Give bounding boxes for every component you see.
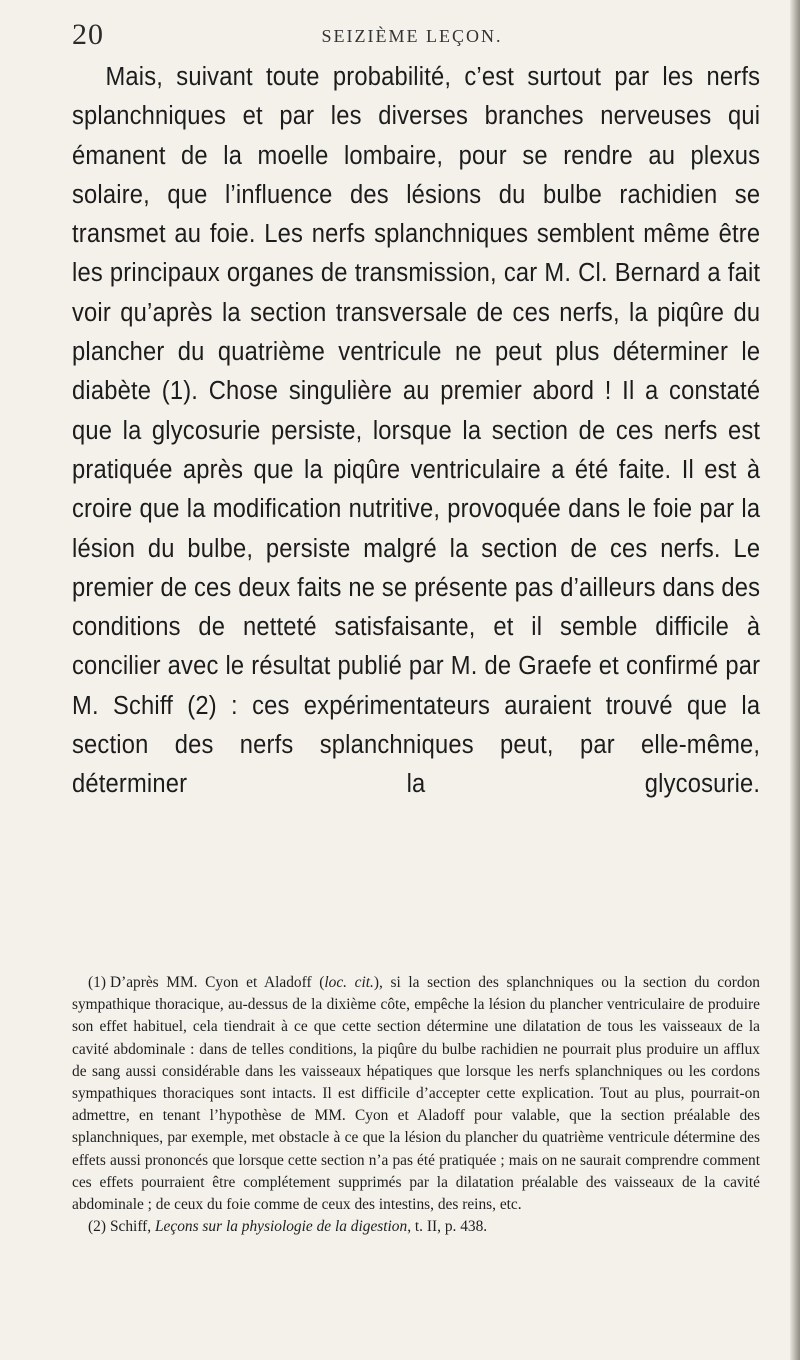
page-edge-shadow — [790, 0, 800, 1360]
running-head: SEIZIÈME LEÇON. — [321, 26, 503, 46]
footnote-number: (1) — [88, 974, 106, 991]
footnote-text: , t. II, p. 438. — [407, 1218, 488, 1236]
footnote-citation: Leçons sur la physiologie de la digestion — [154, 1218, 408, 1236]
body-paragraph: Mais, suivant toute probabilité, c’est surtout par les nerfs splanchniques et par les diverses branches nerveuses qui émanent de la moelle lombaire, pour se rendre au plexus solaire, que l’influence des lésions du bulbe rachidien se transmet au foie. Les nerfs splanchniques semblent même être les principaux organes de transmission, car M. Cl. Bernard a fait voir qu’après la section transversale de ces nerfs, la piqûre du plancher du quatrième ventricule ne peut plus déterminer le diabète (1). Chose singulière au premier abord ! Il a constaté que la glycosurie persiste, lorsque la section de ces nerfs est pratiquée après que la piqûre ventriculaire a été faite. Il est à croire que la modification nutritive, provoquée dans le foie par la lésion du bulbe, persiste malgré la section de ces nerfs. Le premier de ces deux faits ne se présente pas d’ailleurs dans des conditions de netteté satisfaisante, et il semble difficile à concilier avec le résultat publié par M. de Graefe et confirmé par M. Schiff (2) : ces expérimentateurs auraient trouvé que la section des nerfs splanchniques peut, par elle-même, déterminer la glycosurie. — [72, 63, 761, 799]
page-header — [72, 18, 752, 54]
footnote-text: Schiff, — [109, 1218, 155, 1236]
footnote-2 — [72, 1216, 760, 1238]
footnote-number: (2) — [88, 1218, 106, 1236]
footnotes — [72, 972, 760, 1238]
footnote-1 — [72, 972, 760, 1216]
footnote-citation: loc. cit. — [324, 974, 374, 991]
footnote-text: D’après MM. Cyon et Aladoff ( — [109, 974, 325, 991]
page-number: 20 — [72, 18, 104, 51]
footnote-text: ), si la section des splanchniques ou la section du cordon sympathique thoracique, au-dessus de la dixième côte, empêche la lésion du plancher ventriculaire de produire son effet habituel, cela tiendrait à ce que cette section détermine une dilatation de tous les vaisseaux de la cavité abdominale : dans de telles conditions, la piqûre du bulbe rachidien ne pourrait plus produire un afflux de sang aussi considérable dans les vaisseaux hépatiques que lorsque les nerfs splanchniques ou les cordons sympathiques thoraciques sont intacts. Il est difficile d’accepter cette explication. Tout au plus, pourrait-on admettre, en tenant l’hypothèse de MM. Cyon et Aladoff pour valable, que la section préalable des splanchniques, par exemple, met obstacle à ce que la lésion du plancher du quatrième ventricule détermine des effets aussi prononcés que lorsque cette section n’a pas été pratiquée ; mais on ne saurait comprendre comment ces effets pourraient être complétement supprimés par la dilatation préalable des vaisseaux de la cavité abdominale ; de ceux du foie comme de ceux des intestins, des reins, etc. — [72, 974, 760, 1214]
main-text — [72, 58, 760, 844]
